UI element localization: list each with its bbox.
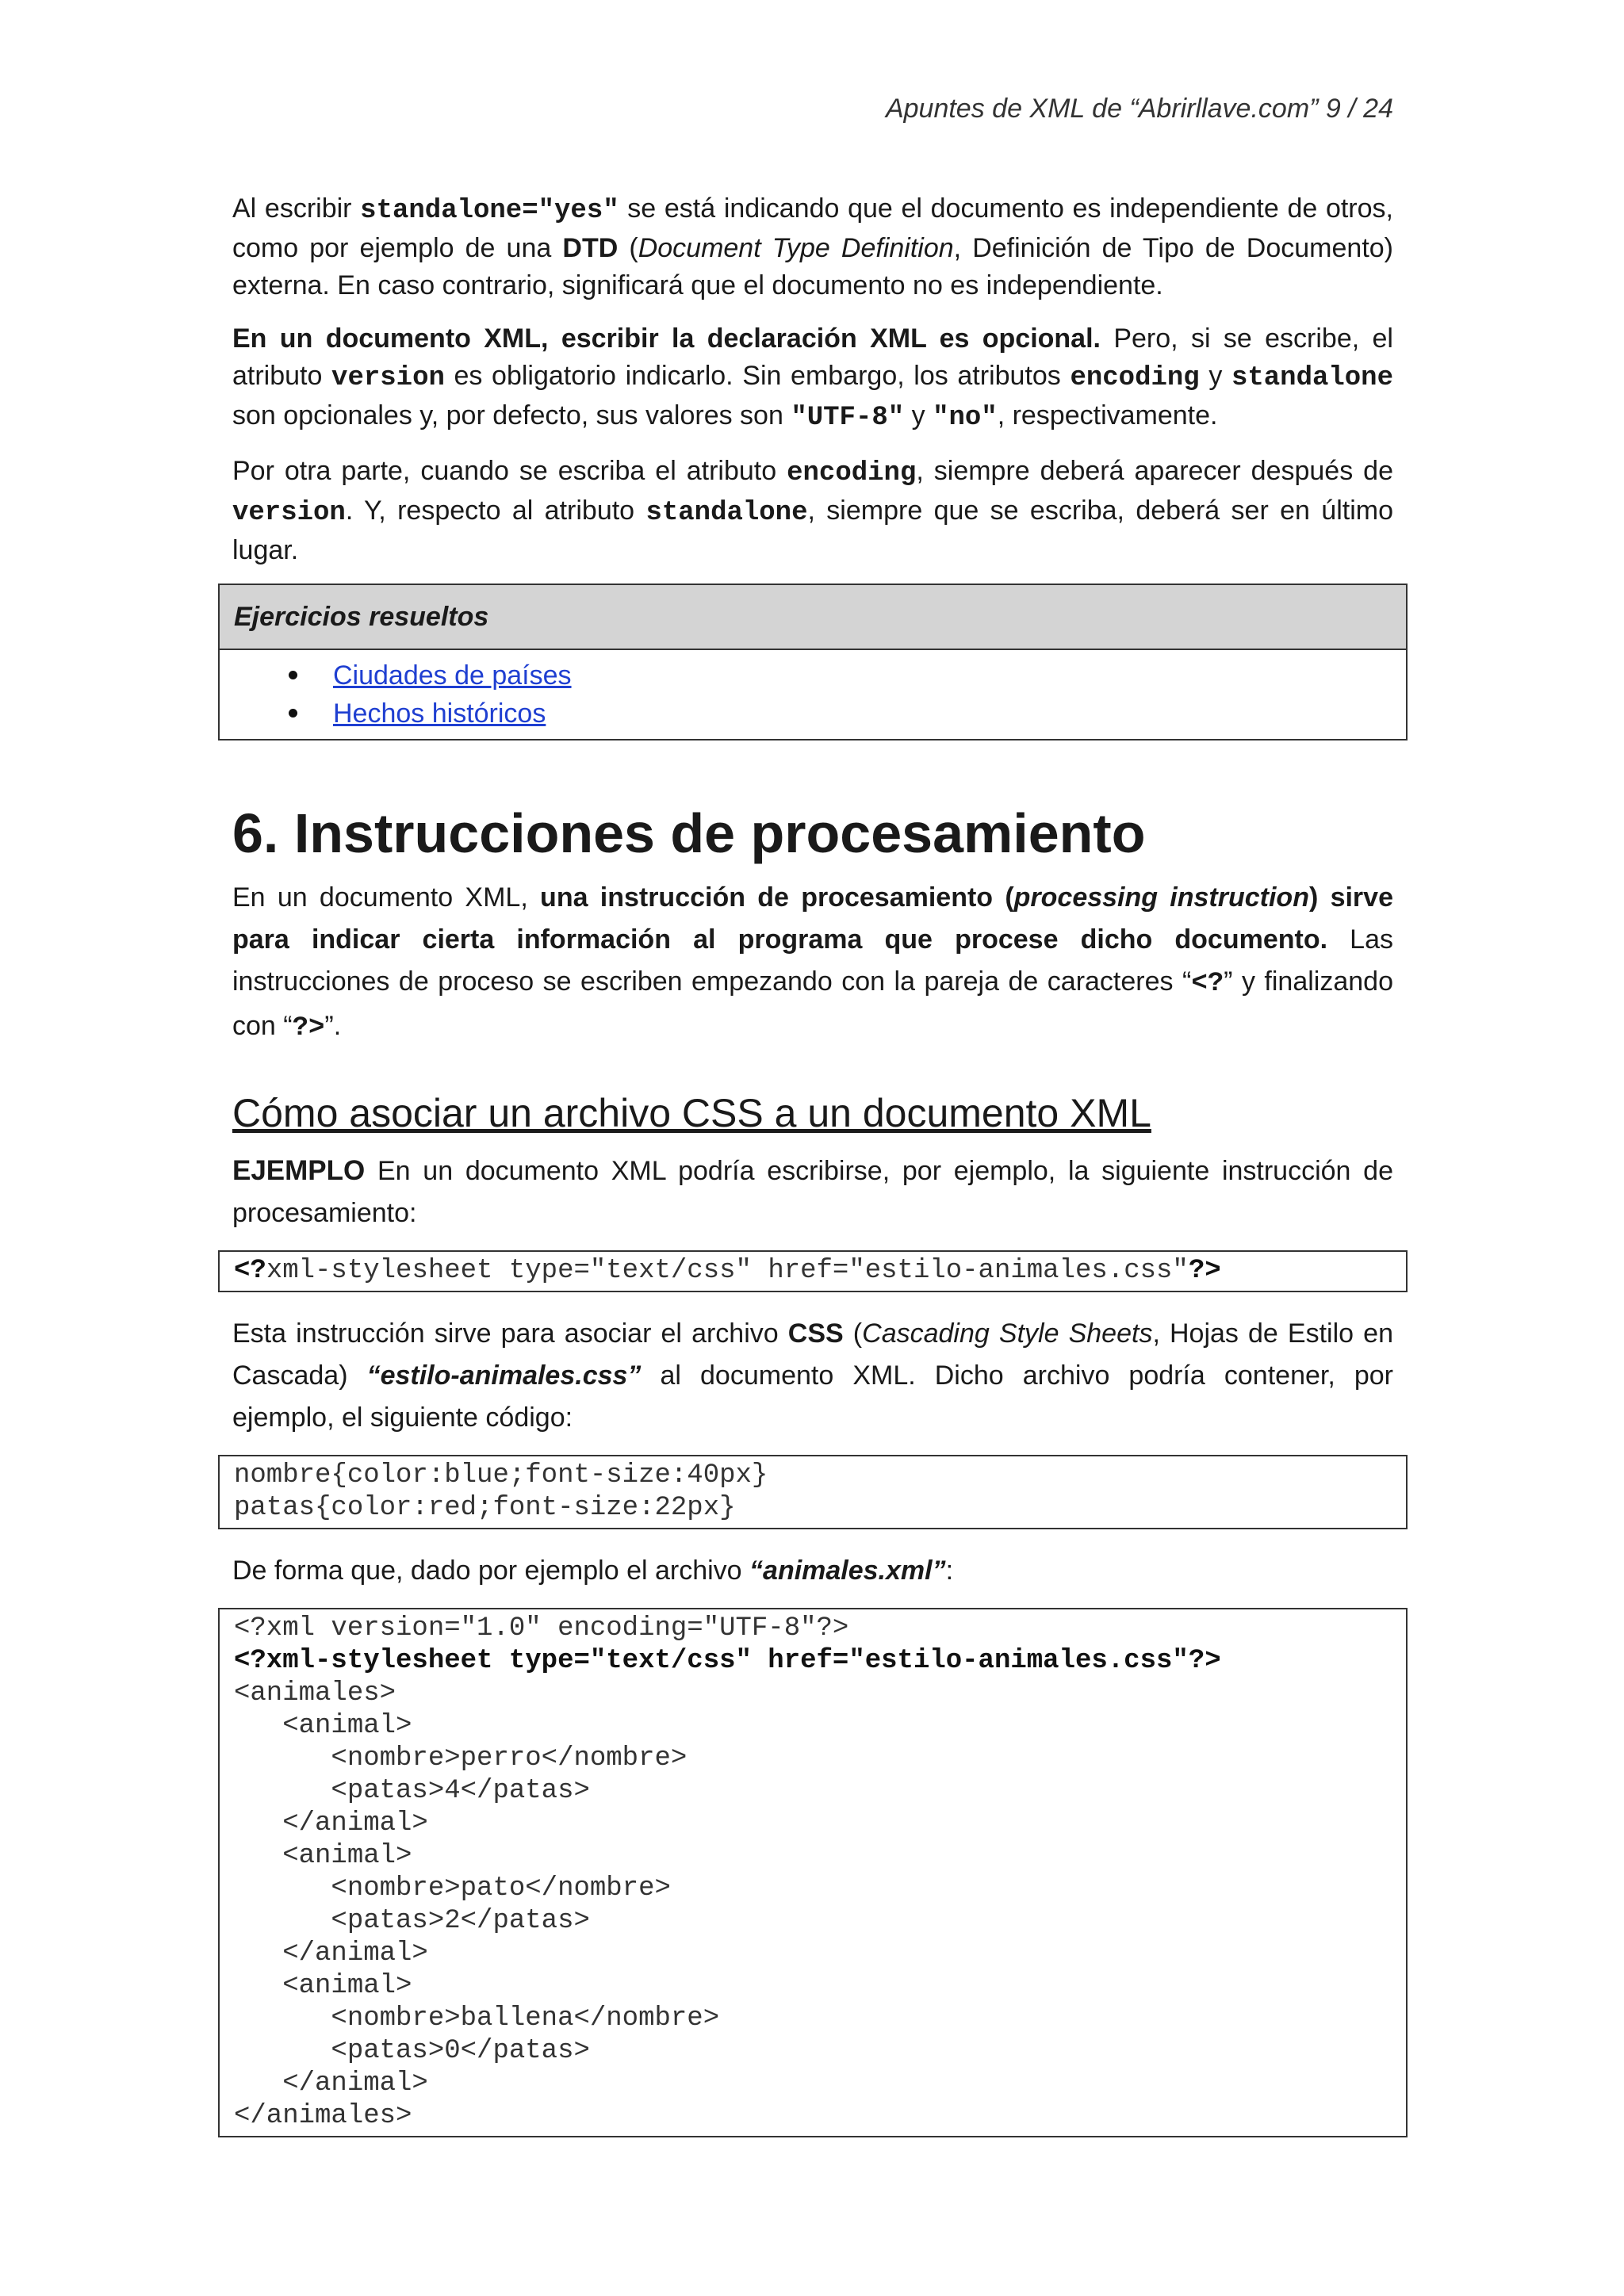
code-encoding: encoding <box>787 458 917 488</box>
text: Pero, si se escribe, el atributo <box>232 323 1393 391</box>
code-utf8: "UTF-8" <box>791 403 905 433</box>
bold-text: una instrucción de procesamiento ( <box>540 882 1014 913</box>
code-version: version <box>331 363 445 393</box>
text: ( <box>843 1318 863 1349</box>
code-standalone: standalone <box>1231 363 1393 393</box>
code-line: patas{color:red;font-size:22px} <box>234 1493 736 1523</box>
link-hechos-historicos[interactable]: Hechos históricos <box>333 698 546 729</box>
paragraph-given-file <box>232 1550 1393 1592</box>
example-label: EJEMPLO <box>232 1155 366 1186</box>
term-dtd: DTD <box>562 233 619 263</box>
text: En un documento XML, <box>232 882 541 913</box>
code-line-stylesheet-pi: <?xml-stylesheet type="text/css" href="estilo-animales.css"?> <box>234 1646 1221 1676</box>
code-pi-close: ?> <box>292 1013 325 1043</box>
code-line: nombre{color:blue;font-size:40px} <box>234 1460 768 1490</box>
paragraph-standalone <box>232 190 1393 304</box>
text: se está indicando que el documento es independiente de otros, como por ejemplo de una <box>232 193 1393 263</box>
file-name: “estilo-animales.css” <box>366 1360 642 1391</box>
text: , siempre que se escriba, deberá ser en último lugar. <box>232 496 1394 565</box>
text: y <box>1199 361 1231 391</box>
term-processing-instruction: processing instruction <box>1013 882 1309 913</box>
text: En un documento XML podría escribirse, por ejemplo, la siguiente instrucción de procesamiento: <box>232 1156 1393 1228</box>
text: De forma que, dado por ejemplo el archivo <box>232 1556 750 1586</box>
text: es obligatorio indicarlo. Sin embargo, los atributos <box>444 361 1071 391</box>
bold-text: ) sirve para indicar cierta información al programa que procese dicho documento. <box>232 882 1393 955</box>
code-no: "no" <box>933 403 998 433</box>
exercises-box <box>218 584 1408 740</box>
section-heading: 6. Instrucciones de procesamiento <box>232 802 1146 864</box>
text: , respectivamente. <box>997 400 1218 430</box>
term-dtd-full: Document Type Definition <box>638 233 954 263</box>
code-standalone: standalone <box>645 498 808 528</box>
term-css: CSS <box>787 1318 844 1349</box>
text: . Y, respecto al atributo <box>345 496 646 526</box>
text: ( <box>618 233 638 263</box>
text: : <box>945 1556 954 1586</box>
code-version: version <box>232 498 346 528</box>
text: y <box>904 400 933 430</box>
text: al documento XML. Dicho archivo podría contener, por ejemplo, el siguiente código: <box>232 1360 1393 1433</box>
paragraph-example-intro <box>232 1150 1393 1234</box>
paragraph-css-explanation <box>232 1313 1393 1439</box>
subsection-heading: Cómo asociar un archivo CSS a un documento XML <box>232 1091 1151 1135</box>
paragraph-declaration-optional <box>232 320 1393 437</box>
paragraph-attribute-order <box>232 453 1393 569</box>
code-pi-open: <? <box>234 1256 266 1286</box>
list-item <box>333 656 1392 695</box>
text: Al escribir <box>232 193 361 224</box>
page-number: 9 / 24 <box>1325 94 1393 124</box>
list-item <box>333 695 1392 733</box>
text: Esta instrucción sirve para asociar el archivo <box>232 1318 788 1349</box>
text: Por otra parte, cuando se escriba el atributo <box>232 456 787 486</box>
code-pi-body: xml-stylesheet type="text/css" href="estilo-animales.css" <box>266 1256 1189 1286</box>
term-css-full: Cascading Style Sheets <box>862 1318 1153 1349</box>
code-encoding: encoding <box>1070 363 1200 393</box>
text: , Hojas de Estilo en Cascada) <box>232 1318 1393 1391</box>
text: ” y finalizando con “ <box>232 966 1393 1041</box>
text: ”. <box>324 1011 342 1041</box>
bold-statement: En un documento XML, escribir la declaración XML es opcional. <box>232 323 1101 354</box>
code-block-xml <box>218 1608 1408 2137</box>
page-header <box>232 94 1393 124</box>
text: , siempre deberá aparecer después de <box>916 456 1393 486</box>
file-name: “animales.xml” <box>749 1556 946 1586</box>
code-block-pi <box>218 1250 1408 1292</box>
text: Las instrucciones de proceso se escriben empezando con la pareja de caracteres “ <box>232 924 1394 997</box>
link-ciudades-de-paises[interactable]: Ciudades de países <box>333 660 572 691</box>
text: son opcionales y, por defecto, sus valores son <box>232 400 791 430</box>
text: , Definición de Tipo de Documento) externa. En caso contrario, significará que el documento no es independiente. <box>232 233 1393 300</box>
exercises-title: Ejercicios resueltos <box>220 585 1406 650</box>
paragraph-processing-instruction <box>232 877 1393 1050</box>
code-pi-close: ?> <box>1188 1256 1221 1286</box>
code-xml-body: <animales> <animal> <nombre>perro</nombre> <patas>4</patas> </animal> <animal> <nombre>pato</nombre> <patas>2</patas> </animal> <animal> <nombre>ballena</nombre> <patas>0</patas> </animal> </animales> <box>234 1678 720 2131</box>
exercises-list <box>234 656 1392 733</box>
code-line-xml-declaration: <?xml version="1.0" encoding="UTF-8"?> <box>234 1613 849 1644</box>
header-title: Apuntes de XML de “Abrirllave.com” <box>885 94 1319 124</box>
page-content <box>232 190 1393 2158</box>
code-block-css <box>218 1455 1408 1529</box>
code-pi-open: <? <box>1191 969 1224 999</box>
code-standalone-yes: standalone="yes" <box>360 196 619 226</box>
